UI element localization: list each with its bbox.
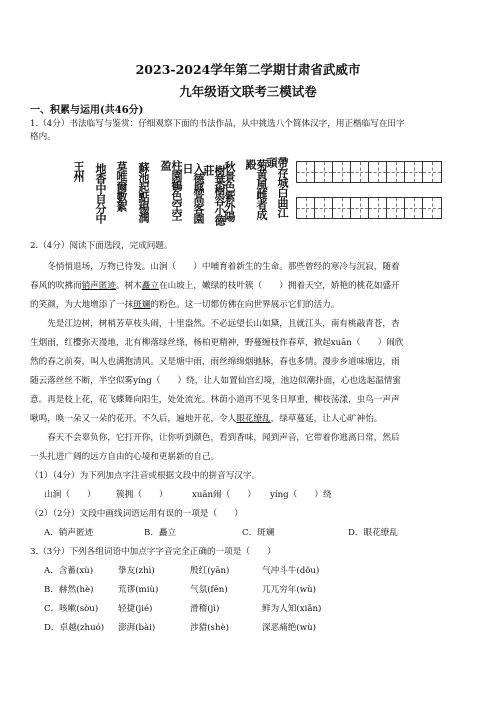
pinyin-item: 山涧（ ） [44,490,96,500]
tianzige-cell[interactable] [297,198,315,218]
section-heading: 一、积累与运用(共46分) [30,105,144,116]
exam-title-line1: 2023-2024学年第二学期甘肃省武威市 [135,62,361,77]
tianzige-grid-row2[interactable] [296,197,442,219]
q3-header: 3.（3分）下列各组词语中加点字字音完全正确的一项是（ ） [30,547,276,557]
passage-line: 一头扎进广阔的远方自由的心境和更崭新的自己。 [30,452,220,462]
passage-line: 随云落丝丝不断，半空似雾yíng（ ）绕，让人如置仙宫幻境，池边似潮扑面，心也选起温情蜜 [30,376,401,386]
tianzige-cell[interactable] [333,162,351,182]
word-item: 气冲斗牛(dǒu) [262,566,320,576]
word-item: 滑稽(jì) [190,604,220,614]
q2-header: 2.（4分）阅读下面选段，完成问题。 [30,241,173,251]
underlined-word: 销声匿迹 [81,281,116,291]
tianzige-cell[interactable] [387,198,405,218]
passage-line: 意。再是枝上花，花飞蝶舞向阳生，处处流光。林荫小道再不见冬日厚重，柳枝荡漾，虫鸟一声声 [30,395,400,405]
q3-option-a[interactable] [30,565,470,584]
tianzige-cell[interactable] [387,162,405,182]
calligraphy-col: 秋景色紫外陽 [223,161,236,221]
text: 。树木 [115,281,142,291]
calligraphy-artwork [70,157,289,225]
q2-sub2-prompt: （2）（2分）文段中画线词语运用有误的一项是（ ） [30,509,243,519]
passage-line: 先是江边树，树梢芳草枝头闹，十里盎然。不必远望长山如黛，且就江头，南有桃敲青苍，杏 [47,319,400,329]
q2-sub2-options [30,527,470,540]
word-item: 鲜为人知(xiǎn) [262,604,322,614]
tianzige-cell[interactable] [315,162,333,182]
calligraphy-col: 柱園鶴色空空盈 [159,160,183,220]
text: 啾鸣，唤一朵又一朵的花开。不久后，遍地开花，令人 [30,414,237,424]
calligraphy-col: 莫唯爾數絮 [115,161,128,211]
underlined-word: 矗立 [141,281,159,291]
tianzige-cell[interactable] [351,162,369,182]
tianzige-cell[interactable] [369,162,387,182]
text: 春风的吹拂而 [30,281,82,291]
tianzige-cell[interactable] [351,198,369,218]
tianzige-cell[interactable] [333,198,351,218]
word-item: 气氛(fēn) [190,585,228,595]
text: ，绿草蔓延，让人心旷神怡。 [270,414,383,424]
calligraphy-col: 帶存城白曲江頭 [265,157,289,217]
passage-line: 然的春之前奏，叫人也满抱清风。又是塘中雨，雨丝绵绵烟驰脉，春也多情。漫步乡道味塘边，雨 [30,357,400,367]
tianzige-cell[interactable] [369,198,387,218]
calligraphy-col: 王州 [72,161,85,181]
choice-option-d[interactable]: D．眼花缭乱 [348,528,398,538]
tianzige-cell[interactable] [405,162,423,182]
text: 的粉色。这一切都仿佛在向世界展示它们的活力。 [150,300,340,310]
tianzige-cell[interactable] [405,198,423,218]
underlined-word: 眼花缭乱 [236,414,271,424]
q3-option-b[interactable] [30,584,470,603]
choice-option-a[interactable]: A．销声匿迹 [44,528,94,538]
q3-options [30,565,470,645]
word-item: 兀兀穷年(wù) [262,585,316,595]
tianzige-cell[interactable] [297,162,315,182]
q2-passage [30,258,470,467]
text: 的笑颜，为大地增添了一抹 [30,300,134,310]
q2-sub1-items [30,489,470,502]
calligraphy-col: 蘇池起點楊潤 [137,162,150,222]
passage-line: 生烟雨，红樱弥天漫地，北有柳落绿丝绦，杨柏更精神，野蔓缠枝作春草，掀起xuān（ ）闹欣 [30,338,404,348]
q2-sub1-prompt: （1）（4分）为下列加点字注音或根据文段中的拼音写汉字。 [30,471,261,481]
pinyin-item: yíng（ ）绕 [270,490,332,500]
passage-line [30,296,470,315]
word-item: 涉猎(shè) [190,623,229,633]
q1-line2: 格内。 [30,132,56,142]
word-item: C．咳嗽(sòu) [44,604,99,614]
word-item: B．赫然(hè) [44,585,94,595]
q3-option-d[interactable] [30,622,470,641]
tianzige-cell[interactable] [423,198,441,218]
passage-line: 春天不会辜负你，它打开你，让你听到颜色，看到香味，闻到声音，它带着你逃离日常，然后 [47,433,400,443]
calligraphy-col: 入德縣高客園日 [181,163,205,223]
word-item: D．卓越(zhuó) [44,623,105,633]
calligraphy-col: 地香中自分中 [94,163,107,223]
tianzige-cell[interactable] [315,198,333,218]
calligraphy-col: 樹葉樹容小德莊 [202,165,226,225]
word-item: 轻捷(jié) [118,604,153,614]
word-item: 挚友(zhì) [118,566,155,576]
calligraphy-col: 菊黄風雌者成殿 [244,159,268,219]
word-item: 荒谬(miù) [118,585,159,595]
q1-prompt [30,118,470,144]
passage-line [30,277,470,296]
word-item: 深恶痛绝(wù) [262,623,316,633]
passage-line [30,410,470,429]
text: 在山坡上，嫩绿的枝叶簇（ ）拥着天空，娇艳的桃花如盛开 [158,281,400,291]
underlined-word: 斑斓 [133,300,151,310]
tianzige-grid-row1[interactable] [296,161,442,183]
exam-title-line2: 九年级语文联考三模试卷 [179,84,317,99]
passage-line: 冬悄悄退场，万物已待发。山涧（ ）中哺育着新生的生命。那些曾经的寒冷与沉寂，随着 [47,262,400,272]
choice-option-c[interactable]: C．斑斓 [242,528,275,538]
q1-line1: 1.（4分）书法临写与鉴赏：仔细观察下面的书法作品，从中挑选八个简体汉字，用正楷临写在田字 [30,119,405,129]
tianzige-cell[interactable] [423,162,441,182]
pinyin-item: xuān闹（ ） [192,490,257,500]
choice-option-b[interactable]: B．矗立 [144,528,177,538]
word-item: 殷红(yān) [190,566,230,576]
word-item: 澎湃(bài) [118,623,156,633]
word-item: A．含蓄(xù) [44,566,94,576]
pinyin-item: 簇拥（ ） [116,490,168,500]
q3-option-c[interactable] [30,603,470,622]
